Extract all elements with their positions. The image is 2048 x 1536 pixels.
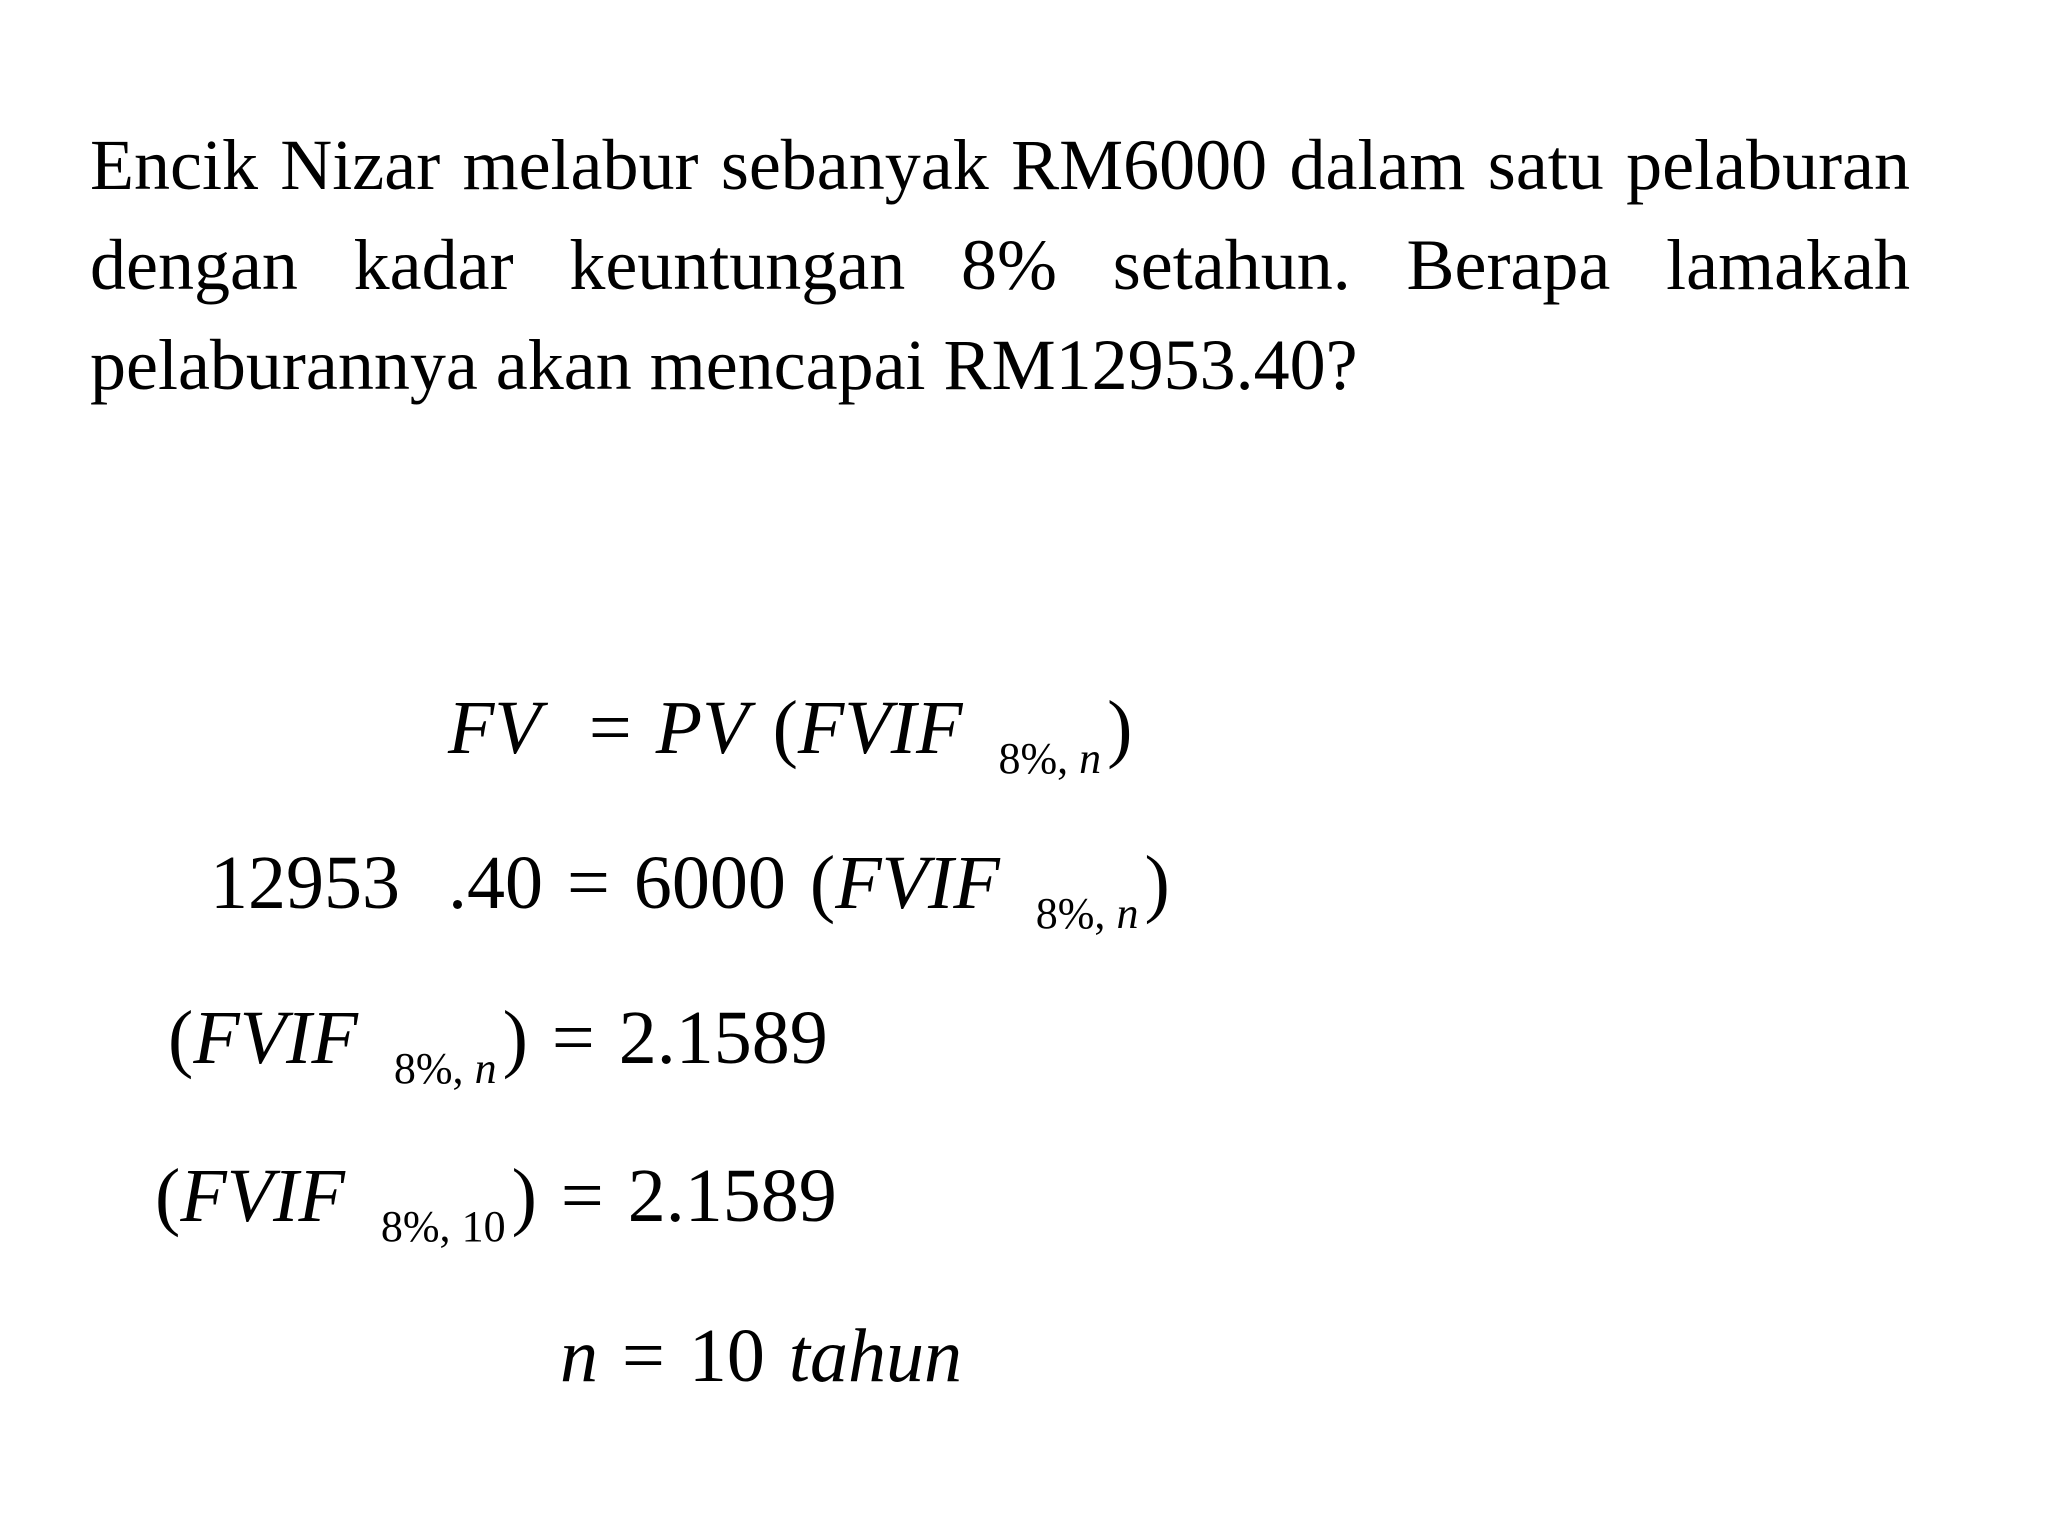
open-paren: ( — [168, 996, 194, 1080]
fvif-subscript — [393, 1044, 497, 1093]
equals-sign: = — [560, 1154, 604, 1238]
fvif-subscript — [1035, 889, 1139, 938]
fvif-symbol: FVIF — [797, 686, 963, 770]
close-paren: ) — [1144, 841, 1170, 925]
equation-fvif-10 — [155, 1154, 837, 1251]
pv-symbol: PV — [655, 686, 749, 770]
fv-value-integer: 12953 — [210, 841, 400, 925]
subscript-rate: 8%, — [393, 1044, 464, 1093]
fv-value-decimal: .40 — [448, 841, 543, 925]
fvif-value: 2.1589 — [618, 996, 828, 1080]
equals-sign: = — [588, 686, 632, 770]
equation-answer — [560, 1314, 962, 1398]
equals-sign: = — [567, 841, 610, 925]
pv-value: 6000 — [633, 841, 786, 925]
open-paren: ( — [155, 1154, 181, 1238]
subscript-n: n — [474, 1044, 497, 1093]
answer-unit: tahun — [788, 1314, 962, 1398]
fv-symbol: FV — [448, 686, 541, 770]
fvif-symbol: FVIF — [180, 1154, 345, 1238]
fvif-subscript — [380, 1202, 506, 1251]
equation-fv-formula — [448, 686, 1133, 783]
problem-statement: Encik Nizar melabur sebanyak RM6000 dalam satu pelaburan dengan kadar keuntungan 8% setahun. Berapa lamakah pelaburannya akan mencapai RM12953.40? — [90, 125, 1910, 405]
close-paren: ) — [1107, 686, 1133, 770]
close-paren: ) — [511, 1154, 537, 1238]
n-symbol: n — [560, 1314, 598, 1398]
subscript-n: n — [1079, 734, 1102, 783]
equation-substituted — [210, 841, 1170, 938]
subscript-n: n — [1116, 889, 1139, 938]
subscript-rate: 8%, — [998, 734, 1069, 783]
close-paren: ) — [502, 996, 528, 1080]
fvif-symbol: FVIF — [835, 841, 1000, 925]
equals-sign: = — [622, 1314, 665, 1398]
open-paren: ( — [809, 841, 836, 925]
subscript-rate: 8%, — [380, 1202, 451, 1251]
subscript-period: 10 — [461, 1202, 506, 1251]
fvif-subscript — [998, 734, 1102, 783]
fvif-value: 2.1589 — [627, 1154, 837, 1238]
subscript-rate: 8%, — [1035, 889, 1106, 938]
answer-value: 10 — [688, 1314, 765, 1398]
open-paren: ( — [772, 686, 798, 770]
fvif-symbol: FVIF — [193, 996, 358, 1080]
equals-sign: = — [551, 996, 595, 1080]
equation-fvif-n — [168, 996, 828, 1093]
